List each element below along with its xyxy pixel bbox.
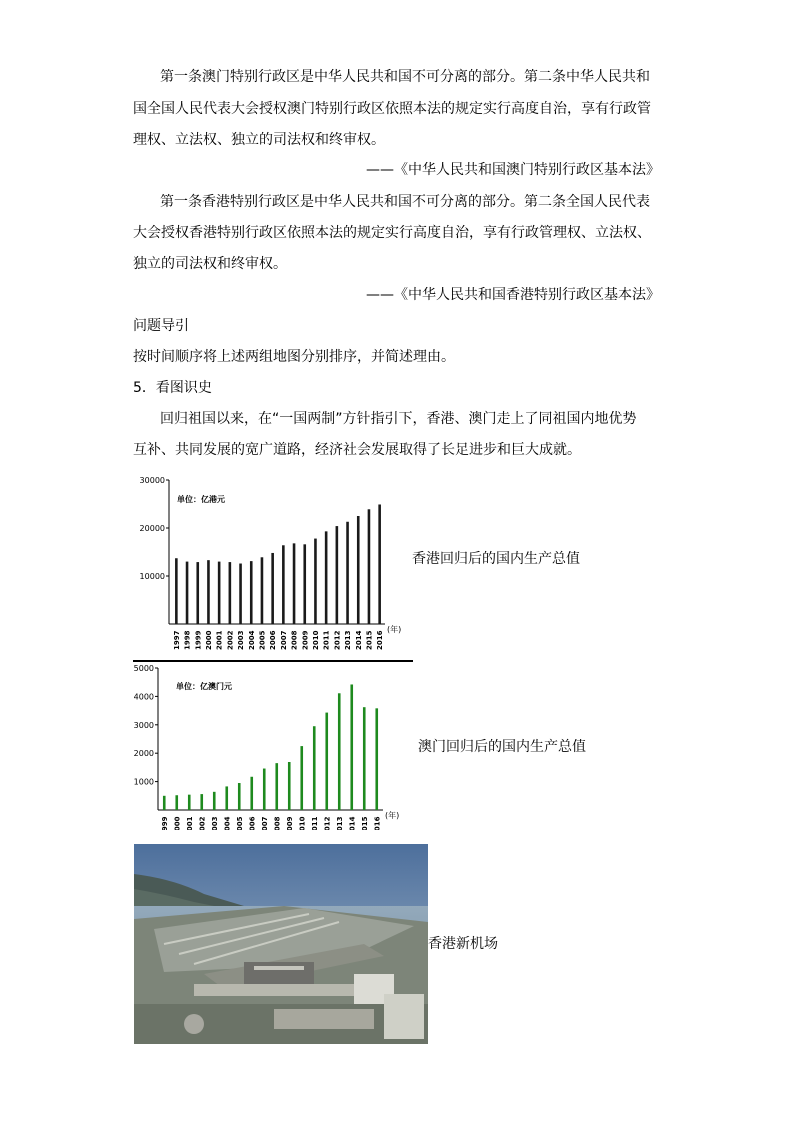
x-tick-label: 2011 (310, 816, 319, 830)
x-tick-label: 2015 (360, 816, 369, 830)
bar (275, 763, 278, 810)
macau-gdp-chart-svg (133, 660, 413, 830)
bar (175, 558, 178, 624)
bar (175, 795, 178, 810)
section-paragraph-line-2: 互补、共同发展的宽广道路，经济社会发展取得了长足进步和巨大成就。 (133, 442, 581, 458)
bar (213, 792, 216, 810)
bar (238, 783, 241, 810)
y-tick-label: 20000 (139, 524, 165, 533)
question-heading: 问题导引 (133, 318, 189, 334)
bar (300, 746, 303, 810)
x-tick-label: 2013 (335, 816, 344, 830)
bar (350, 684, 353, 810)
x-tick-label: 2016 (376, 630, 385, 650)
x-tick-label: 2014 (348, 816, 357, 830)
macau-law-line-2: 国全国人民代表大会授权澳门特别行政区依照本法的规定实行高度自治，享有行政管 (133, 101, 651, 117)
hk-gdp-chart-svg (133, 468, 413, 660)
x-tick-label: 2009 (285, 816, 294, 830)
x-tick-label: 2004 (247, 630, 256, 650)
bar (363, 707, 366, 810)
bar (288, 762, 291, 810)
bar (218, 562, 221, 624)
bar (293, 543, 296, 624)
bar (346, 522, 349, 624)
x-unit-label: (年) (387, 625, 402, 634)
section-paragraph-line-1: 回归祖国以来，在“一国两制”方针指引下，香港、澳门走上了同祖国内地优势 (160, 411, 637, 427)
bar (263, 769, 266, 810)
x-tick-label: 2006 (269, 630, 278, 650)
x-tick-label: 2012 (323, 816, 332, 830)
bar (188, 795, 191, 810)
hk-law-line-1: 第一条香港特别行政区是中华人民共和国不可分离的部分。第二条全国人民代表 (160, 194, 650, 210)
x-tick-label: 2016 (373, 816, 382, 830)
x-tick-label: 2006 (248, 816, 257, 830)
x-tick-label: 2001 (185, 816, 194, 830)
y-tick-label: 2000 (133, 749, 154, 759)
x-tick-label: 1999 (194, 630, 203, 650)
y-tick-label: 30000 (139, 476, 165, 485)
x-tick-label: 2000 (204, 630, 213, 650)
bar (229, 562, 232, 624)
bar (250, 561, 253, 624)
x-tick-label: 2002 (198, 816, 207, 830)
hk-law-line-3: 独立的司法权和终审权。 (133, 256, 287, 272)
bar (314, 539, 317, 624)
bar (338, 693, 341, 810)
macau-gdp-chart (133, 660, 413, 830)
x-tick-label: 2000 (173, 816, 182, 830)
x-tick-label: 2008 (290, 630, 299, 650)
y-tick-label: 1000 (133, 777, 154, 787)
airport-caption: 香港新机场 (428, 936, 498, 952)
bar (196, 562, 199, 624)
y-tick-label: 5000 (133, 664, 154, 673)
bar (261, 557, 264, 624)
x-tick-label: 2011 (322, 630, 331, 650)
bar (368, 509, 371, 624)
x-tick-label: 2005 (235, 816, 244, 830)
question-text: 按时间顺序将上述两组地图分别排序，并简述理由。 (133, 349, 455, 365)
x-tick-label: 1998 (183, 630, 192, 650)
y-tick-label: 4000 (133, 692, 154, 702)
x-tick-label: 2015 (365, 630, 374, 650)
bar (239, 564, 242, 624)
macau-gdp-caption: 澳门回归后的国内生产总值 (418, 739, 586, 755)
x-tick-label: 2009 (301, 630, 310, 650)
x-tick-label: 2003 (210, 816, 219, 830)
x-tick-label: 2010 (311, 630, 320, 650)
macau-law-line-3: 理权、立法权、独立的司法权和终审权。 (133, 132, 385, 148)
bar (357, 516, 360, 624)
x-tick-label: 2007 (260, 816, 269, 830)
x-tick-label: 2005 (258, 630, 267, 650)
x-tick-label: 2007 (279, 630, 288, 650)
y-tick-label: 10000 (139, 572, 165, 581)
hk-gdp-caption: 香港回归后的国内生产总值 (412, 551, 580, 567)
bar (200, 794, 203, 810)
bar (271, 553, 274, 624)
bar (163, 796, 166, 810)
bar (250, 777, 253, 810)
hk-law-line-2: 大会授权香港特别行政区依照本法的规定实行高度自治，享有行政管理权、立法权、 (133, 225, 651, 241)
bar (378, 504, 381, 624)
x-tick-label: 2003 (237, 630, 246, 650)
x-unit-label: (年) (385, 811, 400, 820)
bar (282, 545, 285, 624)
x-tick-label: 2002 (226, 630, 235, 650)
bar (375, 708, 378, 810)
bar (336, 526, 339, 624)
bar (303, 544, 306, 624)
hk-law-source: ——《中华人民共和国香港特别行政区基本法》 (366, 287, 660, 303)
x-tick-label: 2010 (298, 816, 307, 830)
x-tick-label: 2013 (344, 630, 353, 650)
x-tick-label: 2012 (333, 630, 342, 650)
x-tick-label: 1999 (160, 816, 169, 830)
y-tick-label: 3000 (133, 720, 154, 730)
bar (325, 713, 328, 810)
x-tick-label: 2014 (354, 630, 363, 650)
section-heading: 5．看图识史 (133, 380, 212, 396)
x-tick-label: 2008 (273, 816, 282, 830)
x-tick-label: 2001 (215, 630, 224, 650)
hk-gdp-chart (133, 468, 413, 660)
unit-label: 单位：亿港元 (177, 495, 225, 504)
bar (207, 560, 210, 624)
bar (225, 786, 228, 810)
x-tick-label: 1997 (172, 630, 181, 650)
bar (325, 531, 328, 624)
hk-airport-photo (134, 844, 428, 1044)
x-tick-label: 2004 (223, 816, 232, 830)
macau-law-line-1: 第一条澳门特别行政区是中华人民共和国不可分离的部分。第二条中华人民共和 (160, 69, 650, 85)
macau-law-source: ——《中华人民共和国澳门特别行政区基本法》 (366, 162, 660, 178)
bar (186, 562, 189, 624)
unit-label: 单位：亿澳门元 (176, 682, 232, 691)
bar (313, 726, 316, 810)
